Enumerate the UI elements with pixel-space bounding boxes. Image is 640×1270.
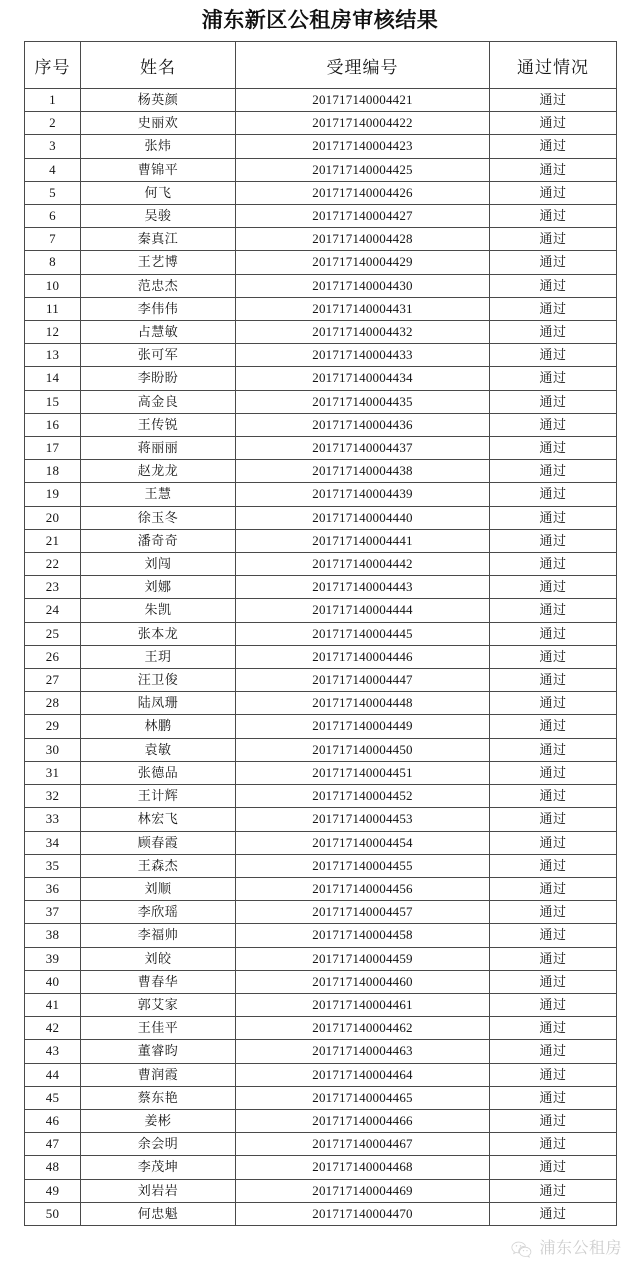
- cell-name: 吴骏: [81, 205, 236, 228]
- cell-name: 潘奇奇: [81, 529, 236, 552]
- table-row: [25, 831, 617, 854]
- cell-code: 201717140004470: [236, 1202, 490, 1225]
- cell-status: 通过: [490, 599, 617, 622]
- cell-code: 201717140004432: [236, 321, 490, 344]
- results-table-container: [24, 41, 616, 1226]
- cell-index: 43: [25, 1040, 81, 1063]
- table-row: [25, 437, 617, 460]
- cell-name: 林宏飞: [81, 808, 236, 831]
- cell-name: 王传锐: [81, 413, 236, 436]
- cell-status: 通过: [490, 854, 617, 877]
- table-row: [25, 901, 617, 924]
- cell-name: 林鹏: [81, 715, 236, 738]
- cell-status: 通过: [490, 135, 617, 158]
- cell-index: 32: [25, 785, 81, 808]
- cell-status: 通过: [490, 692, 617, 715]
- cell-name: 曹锦平: [81, 158, 236, 181]
- cell-status: 通过: [490, 344, 617, 367]
- cell-index: 2: [25, 112, 81, 135]
- table-row: [25, 367, 617, 390]
- cell-code: 201717140004429: [236, 251, 490, 274]
- cell-index: 34: [25, 831, 81, 854]
- cell-status: 通过: [490, 738, 617, 761]
- cell-index: 28: [25, 692, 81, 715]
- cell-status: 通过: [490, 1156, 617, 1179]
- cell-status: 通过: [490, 274, 617, 297]
- column-header-name: 姓名: [81, 42, 236, 89]
- cell-index: 17: [25, 437, 81, 460]
- cell-index: 24: [25, 599, 81, 622]
- cell-code: 201717140004466: [236, 1109, 490, 1132]
- cell-code: 201717140004426: [236, 181, 490, 204]
- cell-name: 张德品: [81, 761, 236, 784]
- cell-index: 19: [25, 483, 81, 506]
- table-row: [25, 228, 617, 251]
- table-row: [25, 808, 617, 831]
- table-row: [25, 738, 617, 761]
- cell-name: 刘闯: [81, 553, 236, 576]
- table-row: [25, 715, 617, 738]
- cell-status: 通过: [490, 205, 617, 228]
- cell-name: 秦真江: [81, 228, 236, 251]
- cell-status: 通过: [490, 553, 617, 576]
- cell-name: 刘皎: [81, 947, 236, 970]
- cell-status: 通过: [490, 901, 617, 924]
- cell-status: 通过: [490, 529, 617, 552]
- table-header: [25, 42, 617, 89]
- cell-name: 曹润霞: [81, 1063, 236, 1086]
- table-row: [25, 158, 617, 181]
- table-row: [25, 205, 617, 228]
- cell-status: 通过: [490, 970, 617, 993]
- cell-name: 王慧: [81, 483, 236, 506]
- cell-name: 范忠杰: [81, 274, 236, 297]
- cell-name: 刘顺: [81, 877, 236, 900]
- cell-index: 44: [25, 1063, 81, 1086]
- cell-name: 赵龙龙: [81, 460, 236, 483]
- cell-status: 通过: [490, 112, 617, 135]
- cell-index: 40: [25, 970, 81, 993]
- cell-code: 201717140004467: [236, 1133, 490, 1156]
- table-row: [25, 89, 617, 112]
- table-row: [25, 993, 617, 1016]
- cell-code: 201717140004421: [236, 89, 490, 112]
- column-header-index: 序号: [25, 42, 81, 89]
- cell-name: 蔡东艳: [81, 1086, 236, 1109]
- cell-index: 20: [25, 506, 81, 529]
- cell-status: 通过: [490, 390, 617, 413]
- cell-index: 21: [25, 529, 81, 552]
- table-row: [25, 135, 617, 158]
- cell-status: 通过: [490, 437, 617, 460]
- cell-code: 201717140004469: [236, 1179, 490, 1202]
- table-row: [25, 854, 617, 877]
- table-row: [25, 390, 617, 413]
- cell-index: 22: [25, 553, 81, 576]
- cell-code: 201717140004456: [236, 877, 490, 900]
- cell-code: 201717140004453: [236, 808, 490, 831]
- cell-status: 通过: [490, 808, 617, 831]
- cell-code: 201717140004433: [236, 344, 490, 367]
- cell-status: 通过: [490, 158, 617, 181]
- cell-status: 通过: [490, 413, 617, 436]
- cell-code: 201717140004444: [236, 599, 490, 622]
- table-row: [25, 761, 617, 784]
- cell-code: 201717140004458: [236, 924, 490, 947]
- cell-index: 14: [25, 367, 81, 390]
- table-row: [25, 576, 617, 599]
- table-row: [25, 553, 617, 576]
- cell-name: 董睿昀: [81, 1040, 236, 1063]
- table-row: [25, 970, 617, 993]
- cell-status: 通过: [490, 1109, 617, 1132]
- cell-code: 201717140004459: [236, 947, 490, 970]
- cell-status: 通过: [490, 367, 617, 390]
- cell-status: 通过: [490, 1086, 617, 1109]
- cell-code: 201717140004437: [236, 437, 490, 460]
- cell-name: 张可军: [81, 344, 236, 367]
- table-row: [25, 622, 617, 645]
- cell-index: 15: [25, 390, 81, 413]
- cell-name: 汪卫俊: [81, 669, 236, 692]
- table-row: [25, 1202, 617, 1225]
- cell-name: 徐玉冬: [81, 506, 236, 529]
- cell-index: 47: [25, 1133, 81, 1156]
- column-header-status: 通过情况: [490, 42, 617, 89]
- cell-index: 36: [25, 877, 81, 900]
- cell-index: 11: [25, 297, 81, 320]
- cell-code: 201717140004461: [236, 993, 490, 1016]
- cell-code: 201717140004440: [236, 506, 490, 529]
- table-row: [25, 506, 617, 529]
- cell-status: 通过: [490, 947, 617, 970]
- cell-status: 通过: [490, 1017, 617, 1040]
- cell-name: 刘娜: [81, 576, 236, 599]
- cell-code: 201717140004452: [236, 785, 490, 808]
- wechat-icon: [511, 1241, 532, 1258]
- cell-code: 201717140004434: [236, 367, 490, 390]
- cell-code: 201717140004438: [236, 460, 490, 483]
- cell-index: 25: [25, 622, 81, 645]
- cell-index: 31: [25, 761, 81, 784]
- cell-index: 30: [25, 738, 81, 761]
- cell-name: 李欣瑶: [81, 901, 236, 924]
- cell-name: 王计辉: [81, 785, 236, 808]
- cell-code: 201717140004464: [236, 1063, 490, 1086]
- table-row: [25, 785, 617, 808]
- table-row: [25, 1063, 617, 1086]
- cell-status: 通过: [490, 1040, 617, 1063]
- table-row: [25, 483, 617, 506]
- cell-code: 201717140004443: [236, 576, 490, 599]
- column-header-code: 受理编号: [236, 42, 490, 89]
- cell-code: 201717140004457: [236, 901, 490, 924]
- cell-name: 占慧敏: [81, 321, 236, 344]
- cell-name: 王玥: [81, 645, 236, 668]
- cell-name: 李茂坤: [81, 1156, 236, 1179]
- cell-code: 201717140004465: [236, 1086, 490, 1109]
- cell-code: 201717140004450: [236, 738, 490, 761]
- cell-index: 35: [25, 854, 81, 877]
- table-row: [25, 1017, 617, 1040]
- table-row: [25, 1109, 617, 1132]
- table-row: [25, 413, 617, 436]
- cell-status: 通过: [490, 483, 617, 506]
- cell-status: 通过: [490, 251, 617, 274]
- cell-code: 201717140004428: [236, 228, 490, 251]
- table-row: [25, 274, 617, 297]
- cell-status: 通过: [490, 506, 617, 529]
- cell-index: 29: [25, 715, 81, 738]
- cell-code: 201717140004422: [236, 112, 490, 135]
- cell-index: 12: [25, 321, 81, 344]
- cell-code: 201717140004462: [236, 1017, 490, 1040]
- cell-status: 通过: [490, 1179, 617, 1202]
- table-row: [25, 645, 617, 668]
- table-row: [25, 947, 617, 970]
- cell-status: 通过: [490, 877, 617, 900]
- cell-status: 通过: [490, 460, 617, 483]
- table-row: [25, 344, 617, 367]
- cell-index: 39: [25, 947, 81, 970]
- cell-index: 1: [25, 89, 81, 112]
- cell-status: 通过: [490, 761, 617, 784]
- cell-status: 通过: [490, 645, 617, 668]
- footer-watermark: [511, 1240, 622, 1258]
- cell-name: 余会明: [81, 1133, 236, 1156]
- cell-code: 201717140004446: [236, 645, 490, 668]
- cell-index: 42: [25, 1017, 81, 1040]
- table-row: [25, 321, 617, 344]
- cell-code: 201717140004441: [236, 529, 490, 552]
- cell-code: 201717140004449: [236, 715, 490, 738]
- table-row: [25, 1156, 617, 1179]
- cell-status: 通过: [490, 1063, 617, 1086]
- cell-status: 通过: [490, 228, 617, 251]
- cell-code: 201717140004427: [236, 205, 490, 228]
- cell-code: 201717140004435: [236, 390, 490, 413]
- cell-status: 通过: [490, 576, 617, 599]
- cell-code: 201717140004451: [236, 761, 490, 784]
- cell-index: 41: [25, 993, 81, 1016]
- cell-index: 33: [25, 808, 81, 831]
- cell-index: 46: [25, 1109, 81, 1132]
- cell-index: 3: [25, 135, 81, 158]
- cell-name: 杨英颜: [81, 89, 236, 112]
- cell-status: 通过: [490, 1202, 617, 1225]
- cell-name: 王艺博: [81, 251, 236, 274]
- cell-index: 6: [25, 205, 81, 228]
- cell-index: 23: [25, 576, 81, 599]
- cell-code: 201717140004425: [236, 158, 490, 181]
- cell-code: 201717140004423: [236, 135, 490, 158]
- cell-name: 姜彬: [81, 1109, 236, 1132]
- cell-name: 李盼盼: [81, 367, 236, 390]
- cell-name: 曹春华: [81, 970, 236, 993]
- cell-status: 通过: [490, 181, 617, 204]
- page-title: 浦东新区公租房审核结果: [201, 8, 439, 32]
- cell-name: 张本龙: [81, 622, 236, 645]
- table-row: [25, 1179, 617, 1202]
- cell-index: 16: [25, 413, 81, 436]
- cell-index: 18: [25, 460, 81, 483]
- table-row: [25, 669, 617, 692]
- cell-name: 何忠魁: [81, 1202, 236, 1225]
- cell-name: 李福帅: [81, 924, 236, 947]
- cell-status: 通过: [490, 831, 617, 854]
- table-row: [25, 1086, 617, 1109]
- table-row: [25, 599, 617, 622]
- cell-code: 201717140004463: [236, 1040, 490, 1063]
- table-row: [25, 460, 617, 483]
- cell-name: 刘岩岩: [81, 1179, 236, 1202]
- cell-code: 201717140004439: [236, 483, 490, 506]
- cell-name: 何飞: [81, 181, 236, 204]
- cell-status: 通过: [490, 669, 617, 692]
- cell-status: 通过: [490, 1133, 617, 1156]
- cell-status: 通过: [490, 297, 617, 320]
- cell-index: 8: [25, 251, 81, 274]
- cell-name: 张炜: [81, 135, 236, 158]
- cell-name: 史丽欢: [81, 112, 236, 135]
- table-row: [25, 692, 617, 715]
- cell-index: 13: [25, 344, 81, 367]
- cell-code: 201717140004468: [236, 1156, 490, 1179]
- cell-index: 49: [25, 1179, 81, 1202]
- table-row: [25, 529, 617, 552]
- table-header-row: [25, 42, 617, 89]
- cell-index: 45: [25, 1086, 81, 1109]
- cell-code: 201717140004455: [236, 854, 490, 877]
- cell-name: 顾春霞: [81, 831, 236, 854]
- table-row: [25, 877, 617, 900]
- cell-code: 201717140004431: [236, 297, 490, 320]
- table-row: [25, 297, 617, 320]
- cell-index: 50: [25, 1202, 81, 1225]
- cell-code: 201717140004448: [236, 692, 490, 715]
- cell-index: 5: [25, 181, 81, 204]
- cell-name: 陆凤珊: [81, 692, 236, 715]
- cell-code: 201717140004454: [236, 831, 490, 854]
- table-row: [25, 1133, 617, 1156]
- cell-status: 通过: [490, 785, 617, 808]
- cell-name: 郭艾家: [81, 993, 236, 1016]
- cell-index: 27: [25, 669, 81, 692]
- cell-code: 201717140004447: [236, 669, 490, 692]
- table-row: [25, 924, 617, 947]
- cell-code: 201717140004430: [236, 274, 490, 297]
- cell-name: 王佳平: [81, 1017, 236, 1040]
- cell-index: 10: [25, 274, 81, 297]
- cell-code: 201717140004436: [236, 413, 490, 436]
- footer-label: 浦东公租房: [539, 1240, 622, 1257]
- cell-name: 高金良: [81, 390, 236, 413]
- table-row: [25, 251, 617, 274]
- cell-name: 袁敏: [81, 738, 236, 761]
- cell-status: 通过: [490, 993, 617, 1016]
- cell-status: 通过: [490, 321, 617, 344]
- cell-status: 通过: [490, 622, 617, 645]
- cell-name: 王森杰: [81, 854, 236, 877]
- table-row: [25, 112, 617, 135]
- table-row: [25, 181, 617, 204]
- cell-name: 李伟伟: [81, 297, 236, 320]
- results-table: [24, 41, 617, 1226]
- cell-index: 37: [25, 901, 81, 924]
- cell-code: 201717140004445: [236, 622, 490, 645]
- cell-index: 7: [25, 228, 81, 251]
- cell-status: 通过: [490, 715, 617, 738]
- cell-index: 4: [25, 158, 81, 181]
- table-body: [25, 89, 617, 1226]
- cell-name: 蒋丽丽: [81, 437, 236, 460]
- cell-index: 26: [25, 645, 81, 668]
- cell-name: 朱凯: [81, 599, 236, 622]
- cell-index: 48: [25, 1156, 81, 1179]
- cell-code: 201717140004460: [236, 970, 490, 993]
- cell-status: 通过: [490, 89, 617, 112]
- table-row: [25, 1040, 617, 1063]
- cell-index: 38: [25, 924, 81, 947]
- cell-status: 通过: [490, 924, 617, 947]
- cell-code: 201717140004442: [236, 553, 490, 576]
